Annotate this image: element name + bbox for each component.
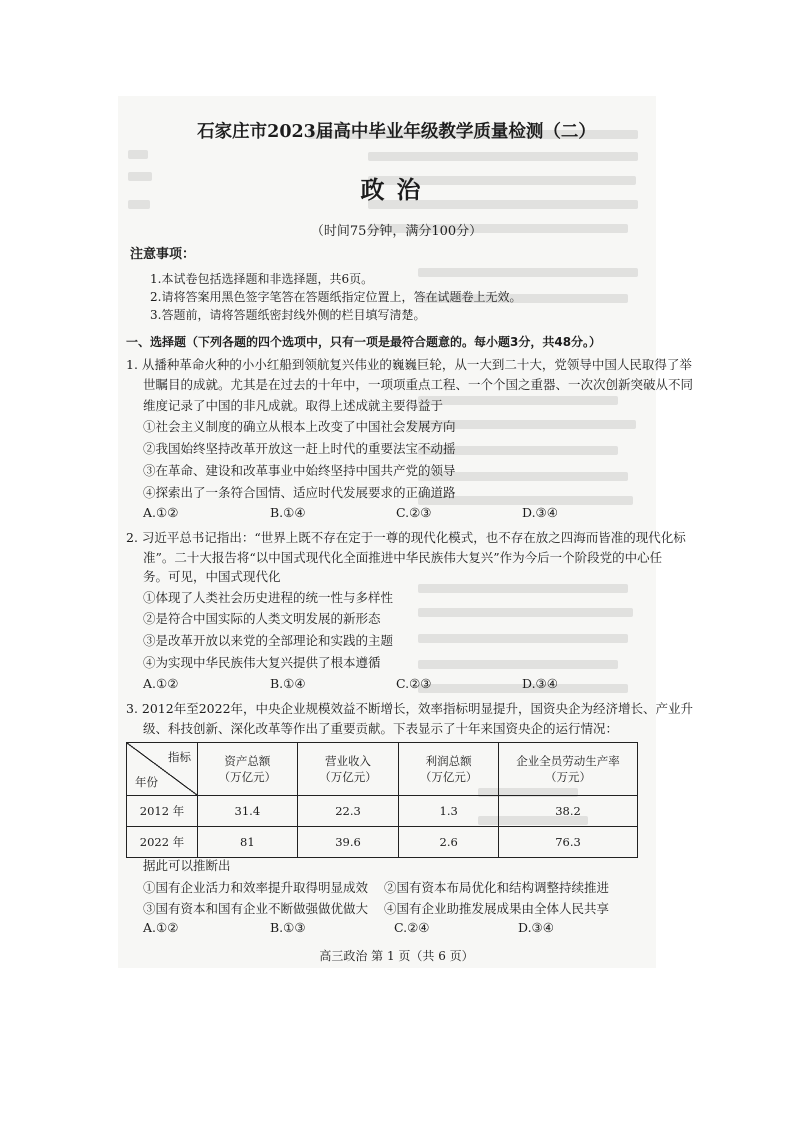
table-cell: 1.3	[399, 796, 499, 827]
question-2-line: 准”。二十大报告将“以中国式现代化全面推进中华民族伟大复兴”作为今后一个阶段党的中心任	[143, 550, 663, 565]
question-1-choice-a: A.①②	[143, 505, 179, 520]
column-header: 营业收入 （万亿元）	[297, 743, 399, 796]
question-3-lead: 据此可以推断出	[143, 858, 231, 873]
notice-item: 3.答题前，请将答题纸密封线外侧的栏目填写清楚。	[150, 308, 426, 322]
row-year: 2012 年	[127, 796, 198, 827]
table-cell: 38.2	[498, 796, 637, 827]
table-cell: 31.4	[198, 796, 298, 827]
question-2-choice-c: C.②③	[396, 676, 432, 691]
question-1-choice-d: D.③④	[522, 505, 558, 520]
question-1-option: ①社会主义制度的确立从根本上改变了中国社会发展方向	[143, 419, 456, 434]
question-3-option: ②国有资本布局优化和结构调整持续推进	[384, 880, 610, 895]
table-cell: 81	[198, 827, 298, 858]
question-1-option: ④探索出了一条符合国情、适应时代发展要求的正确道路	[143, 485, 456, 500]
question-3-line: 3. 2012年至2022年，中央企业规模效益不断增长，效率指标明显提升，国资央企为经济增长、产业升	[126, 701, 694, 716]
question-1-line: 维度记录了中国的非凡成就。取得上述成就主要得益于	[143, 398, 444, 413]
table-corner-cell	[127, 743, 198, 796]
question-2-choice-b: B.①④	[270, 676, 306, 691]
question-1-line: 1. 从播种革命火种的小小红船到领航复兴伟业的巍巍巨轮，从一大到二十大，党领导中国人民取得了举	[126, 357, 692, 372]
table-row	[127, 796, 638, 827]
question-2-option: ④为实现中华民族伟大复兴提供了根本遵循	[143, 655, 381, 670]
table-cell: 22.3	[297, 796, 399, 827]
question-2-option: ②是符合中国实际的人类文明发展的新形态	[143, 611, 381, 626]
time-info: （时间75分钟，满分100分）	[310, 224, 483, 239]
corner-label-year: 年份	[135, 775, 158, 789]
question-3-choice-c: C.②④	[394, 920, 430, 935]
question-1-option: ③在革命、建设和改革事业中始终坚持中国共产党的领导	[143, 463, 456, 478]
exam-title: 石家庄市2023届高中毕业年级教学质量检测（二）	[197, 122, 596, 142]
question-3-option: ③国有资本和国有企业不断做强做优做大	[143, 901, 369, 916]
column-header: 利润总额 （万亿元）	[399, 743, 499, 796]
question-3-option: ①国有企业活力和效率提升取得明显成效	[143, 880, 369, 895]
question-2-line: 2. 习近平总书记指出：“世界上既不存在定于一尊的现代化模式，也不存在放之四海而皆准的现代化标	[126, 530, 686, 545]
table-cell: 76.3	[498, 827, 637, 858]
section-heading: 一、选择题（下列各题的四个选项中，只有一项是最符合题意的。每小题3分，共48分。）	[126, 335, 602, 349]
question-1-line: 世瞩目的成就。尤其是在过去的十年中，一项项重点工程、一个个国之重器、一次次创新突破从不同	[143, 377, 694, 392]
corner-label-indicator: 指标	[168, 750, 191, 764]
table-cell: 2.6	[399, 827, 499, 858]
question-2-line: 务。可见，中国式现代化	[143, 569, 281, 584]
notice-heading: 注意事项：	[130, 247, 196, 262]
column-header: 资产总额 （万亿元）	[198, 743, 298, 796]
question-3-option: ④国有企业助推发展成果由全体人民共享	[384, 901, 610, 916]
page-footer: 高三政治 第 1 页（共 6 页）	[319, 949, 474, 963]
question-1-choice-b: B.①④	[270, 505, 306, 520]
question-3-line: 级、科技创新、深化改革等作出了重要贡献。下表显示了十年来国资央企的运行情况：	[143, 721, 619, 736]
row-year: 2022 年	[127, 827, 198, 858]
notice-item: 2.请将答案用黑色签字笔答在答题纸指定位置上，答在试题卷上无效。	[150, 290, 522, 304]
table-header-row	[127, 743, 638, 796]
soe-stats-table	[126, 742, 638, 858]
question-2-option: ①体现了人类社会历史进程的统一性与多样性	[143, 590, 394, 605]
question-2-choice-a: A.①②	[143, 676, 179, 691]
question-1-choice-c: C.②③	[396, 505, 432, 520]
subject-title: 政治	[360, 175, 433, 204]
question-1-option: ②我国始终坚持改革开放这一赶上时代的重要法宝不动摇	[143, 441, 456, 456]
table-row	[127, 827, 638, 858]
table-cell: 39.6	[297, 827, 399, 858]
question-2-option: ③是改革开放以来党的全部理论和实践的主题	[143, 633, 394, 648]
column-header: 企业全员劳动生产率 （万元）	[498, 743, 637, 796]
question-3-choice-a: A.①②	[143, 920, 179, 935]
question-3-choice-b: B.①③	[270, 920, 306, 935]
question-3-choice-d: D.③④	[518, 920, 554, 935]
notice-item: 1.本试卷包括选择题和非选择题，共6页。	[150, 272, 374, 286]
question-2-choice-d: D.③④	[522, 676, 558, 691]
